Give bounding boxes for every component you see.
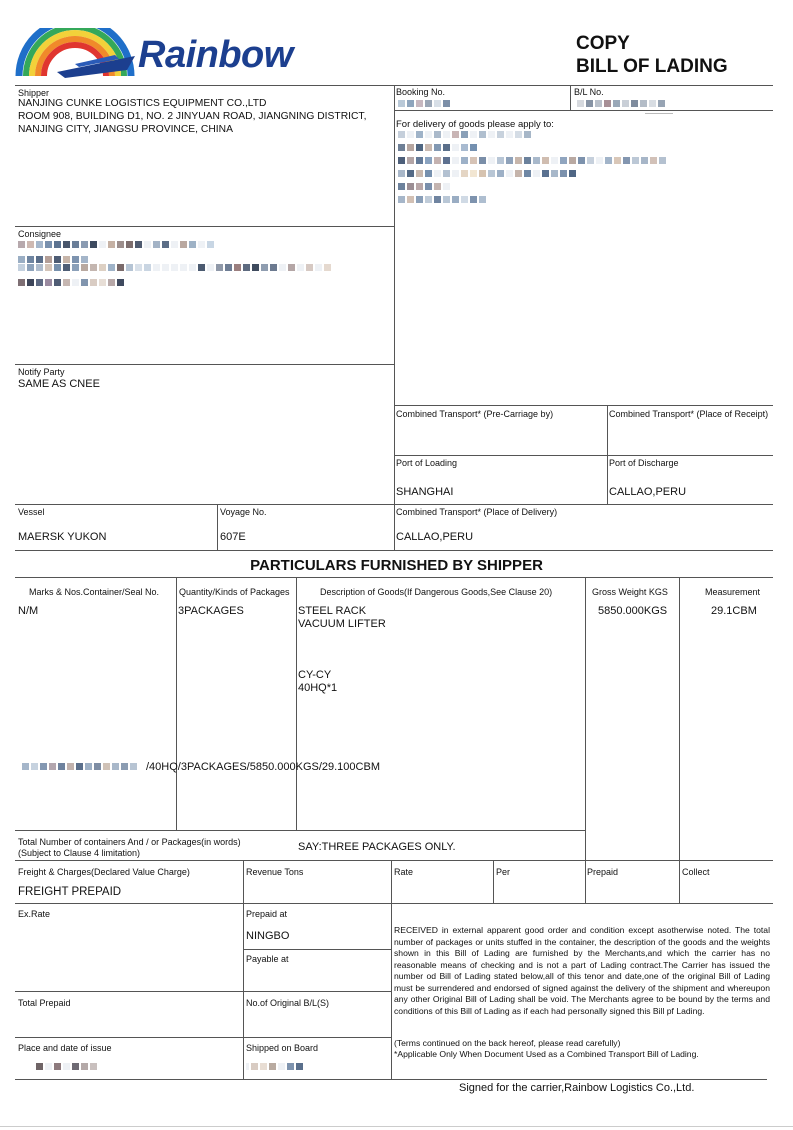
brand-name: Rainbow: [138, 34, 293, 76]
marks-header: Marks & Nos.Container/Seal No.: [29, 587, 160, 597]
notify-party-value: SAME AS CNEE: [18, 378, 100, 390]
measurement-value: 29.1CBM: [711, 605, 757, 617]
redacted-agent-line-4: [398, 170, 578, 177]
vessel-label: Vessel: [18, 507, 45, 517]
freight-charges-value: FREIGHT PREPAID: [18, 886, 122, 898]
shipper-line-1: NANJING CUNKE LOGISTICS EQUIPMENT CO.,LTD: [18, 98, 267, 109]
rate-label: Rate: [394, 867, 414, 877]
redacted-container-number: [22, 763, 139, 770]
received-clause: RECEIVED in external apparent good order and condition except asotherwise noted. The total number of packages or units stuffed in the container, the description of the goods and the weights shown in this Bill of Lading are furnished by the Merchants,and which the carrier has no reasonable means of checking and is not a part of Lading contract.The Carrier has issued the number od Bill of Lading stated below,all of this tenor and date,one of the original Bill of Lading must be surrendered and endorsed of signed against the delivery of the shipment and whereupon any other Original Bill of Lading shall be void. The Merchants agree to be bound by the terms and conditions of this Bill of Lading as if each had personally signed this Bill pf Lading.: [394, 925, 770, 1016]
total-packages-sublabel: (Subject to Clause 4 limitation): [18, 848, 141, 858]
quantity-value: 3PACKAGES: [178, 605, 244, 617]
redacted-agent-line-6: [398, 196, 488, 203]
redacted-agent-line-3: [398, 157, 668, 164]
port-of-loading-value: SHANGHAI: [396, 486, 454, 498]
redacted-issue-date: [36, 1063, 99, 1070]
quantity-header: Quantity/Kinds of Packages: [179, 587, 290, 597]
redacted-consignee-line-1: [18, 241, 216, 248]
place-of-delivery-label: Combined Transport* (Place of Delivery): [396, 507, 558, 517]
container-summary-line: /40HQ/3PACKAGES/5850.000KGS/29.100CBM: [146, 761, 380, 773]
gross-weight-value: 5850.000KGS: [598, 605, 668, 617]
container-type: 40HQ*1: [298, 682, 338, 694]
shipper-label: Shipper: [18, 88, 50, 98]
particulars-title: PARTICULARS FURNISHED BY SHIPPER: [250, 557, 543, 574]
payable-at-label: Payable at: [246, 954, 289, 964]
rainbow-arc-icon: [15, 28, 140, 80]
prepaid-at-label: Prepaid at: [246, 909, 288, 919]
redacted-consignee-line-2: [18, 256, 90, 263]
port-of-discharge-label: Port of Discharge: [609, 458, 679, 468]
freight-charges-label: Freight & Charges(Declared Value Charge): [18, 867, 190, 877]
voyage-value: 607E: [220, 531, 246, 543]
original-bl-count-label: No.of Original B/L(S): [246, 998, 330, 1008]
redacted-shipped-date: [246, 1063, 305, 1070]
place-of-receipt-label: Combined Transport* (Place of Receipt): [609, 409, 769, 419]
shipper-line-2: ROOM 908, BUILDING D1, NO. 2 JINYUAN ROAD, JIANGNING DISTRICT,: [18, 111, 367, 122]
service-type: CY-CY: [298, 669, 332, 681]
place-of-delivery-value: CALLAO,PERU: [396, 531, 474, 543]
booking-label: Booking No.: [396, 87, 446, 97]
redacted-bl-number: [577, 100, 667, 107]
prepaid-at-value: NINGBO: [246, 930, 290, 942]
page-bottom-rule: [0, 1126, 793, 1127]
redacted-consignee-line-4: [18, 279, 126, 286]
shipper-line-3: NANJING CITY, JIANGSU PROVINCE, CHINA: [18, 124, 233, 135]
place-date-issue-label: Place and date of issue: [18, 1043, 112, 1053]
voyage-label: Voyage No.: [220, 507, 267, 517]
total-packages-value: SAY:THREE PACKAGES ONLY.: [298, 841, 456, 853]
pre-carriage-label: Combined Transport* (Pre-Carriage by): [396, 409, 554, 419]
redacted-consignee-line-3: [18, 264, 333, 271]
consignee-label: Consignee: [18, 229, 62, 239]
revenue-tons-label: Revenue Tons: [246, 867, 304, 877]
per-label: Per: [496, 867, 511, 877]
copy-title: COPY: [576, 33, 630, 54]
vessel-value: MAERSK YUKON: [18, 531, 107, 543]
total-packages-label: Total Number of containers And / or Packages(in words): [18, 837, 241, 847]
redacted-agent-line-2: [398, 144, 479, 151]
bl-number-label: B/L No.: [574, 87, 604, 97]
notify-party-label: Notify Party: [18, 367, 65, 377]
combined-transport-note: *Applicable Only When Document Used as a Combined Transport Bill of Lading.: [394, 1049, 699, 1059]
carrier-signature-line: Signed for the carrier,Rainbow Logistics Co.,Ltd.: [459, 1082, 695, 1094]
terms-continued-note: (Terms continued on the back hereof, please read carefully): [394, 1038, 621, 1048]
redacted-agent-line-1: [398, 131, 533, 138]
shipped-on-board-label: Shipped on Board: [246, 1043, 319, 1053]
redacted-agent-line-5: [398, 183, 452, 190]
document-title: BILL OF LADING: [576, 56, 728, 77]
port-of-discharge-value: CALLAO,PERU: [609, 486, 687, 498]
total-prepaid-label: Total Prepaid: [18, 998, 71, 1008]
redacted-booking-number: [398, 100, 452, 107]
marks-value: N/M: [18, 605, 39, 617]
bl-redaction-mark: [645, 113, 673, 114]
delivery-agent-label: For delivery of goods please apply to:: [396, 119, 554, 130]
description-line-1: STEEL RACK: [298, 605, 367, 617]
gross-weight-header: Gross Weight KGS: [592, 587, 668, 597]
collect-label: Collect: [682, 867, 710, 877]
measurement-header: Measurement: [705, 587, 761, 597]
exchange-rate-label: Ex.Rate: [18, 909, 51, 919]
prepaid-label: Prepaid: [587, 867, 619, 877]
description-header: Description of Goods(If Dangerous Goods,See Clause 20): [320, 587, 553, 597]
description-line-2: VACUUM LIFTER: [298, 618, 386, 630]
port-of-loading-label: Port of Loading: [396, 458, 458, 468]
